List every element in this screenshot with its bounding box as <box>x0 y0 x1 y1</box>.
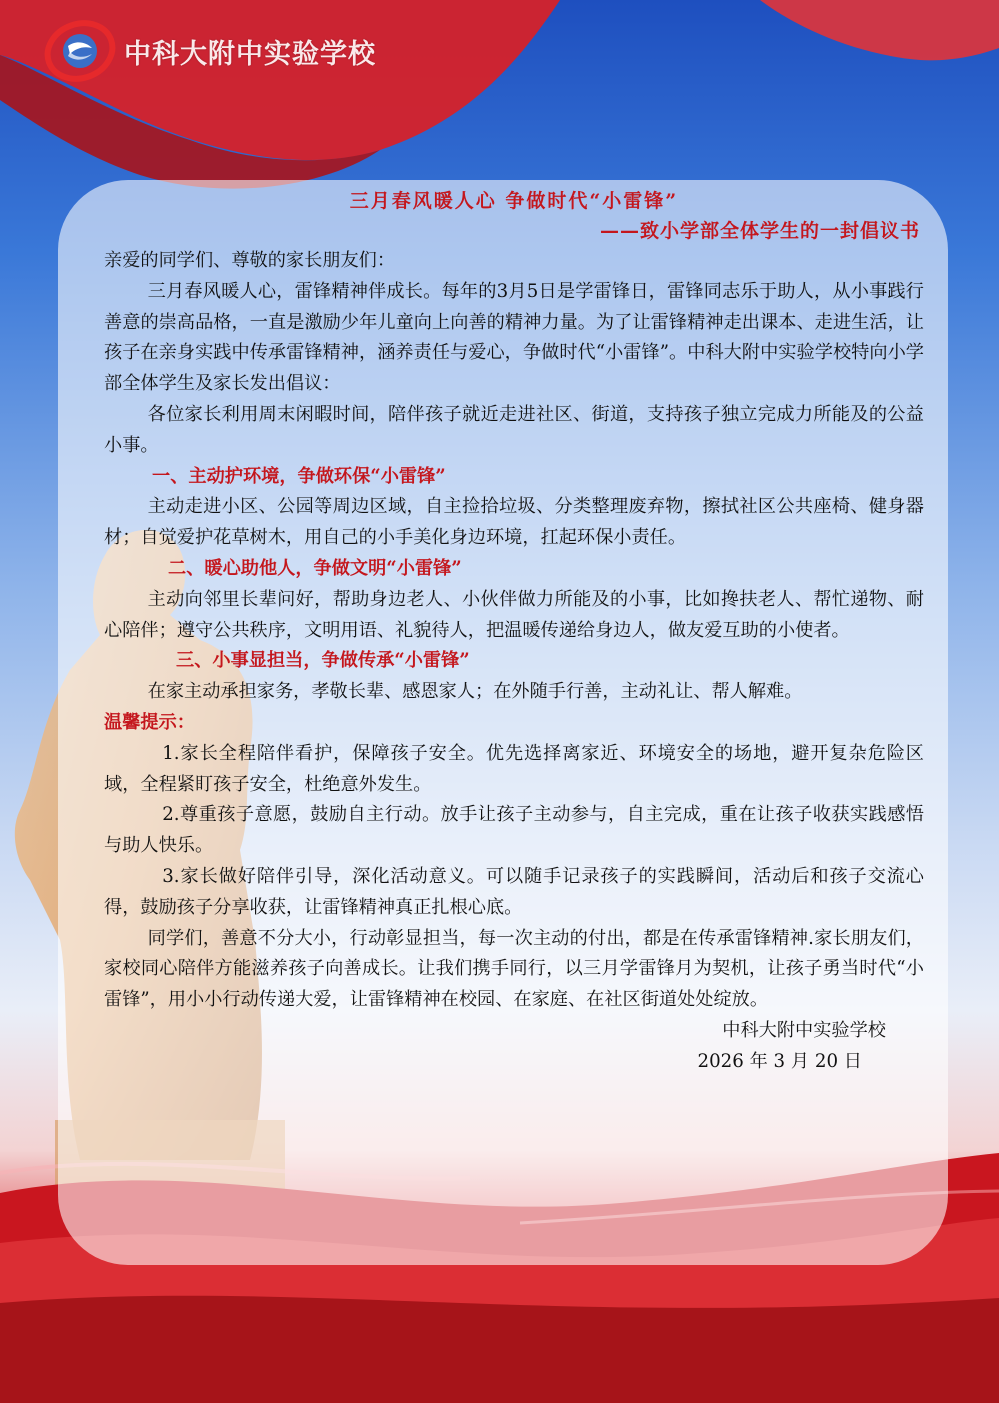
signature: 中科大附中实验学校 <box>722 1019 886 1041</box>
section-body-civility: 主动向邻里长辈问好，帮助身边老人、小伙伴做力所能及的小事，比如搀扶老人、帮忙递物、耐心陪伴；遵守公共秩序，文明用语、礼貌待人，把温暖传递给身边人，做友爱互助的小使者。 <box>104 588 924 641</box>
school-emblem-icon <box>44 20 116 82</box>
section-body-environment: 主动走进小区、公园等周边区域，自主捡拾垃圾、分类整理废弃物，擦拭社区公共座椅、健身器材；自觉爱护花草树木，用自己的小手美化身边环境，扛起环保小责任。 <box>104 496 924 549</box>
section-body-responsibility: 在家主动承担家务，孝敬长辈、感恩家人；在外随手行善，主动礼让、帮人解难。 <box>147 681 803 703</box>
letter-subtitle: ——致小学部全体学生的一封倡议书 <box>599 220 920 242</box>
intro-paragraph: 三月春风暖人心，雷锋精神伴成长。每年的3月5日是学雷锋日，雷锋同志乐于助人，从小事践行善意的崇高品格，一直是激励少年儿童向上向善的精神力量。为了让雷锋精神走出课本、走进生活，让孩子在亲身实践中传承雷锋精神，涵养责任与爱心，争做时代“小雷锋”。中科大附中实验学校特向小学部全体学生及家长发出倡议： <box>104 280 924 395</box>
letter-date: 2026 年 3 月 20 日 <box>697 1050 862 1072</box>
tip-item: 3.家长做好陪伴引导，深化活动意义。可以随手记录孩子的实践瞬间，活动后和孩子交流心得，鼓励孩子分享收获，让雷锋精神真正扎根心底。 <box>104 865 924 918</box>
tip-item: 1.家长全程陪伴看护，保障孩子安全。优先选择离家近、环境安全的场地，避开复杂危险区域，全程紧盯孩子安全，杜绝意外发生。 <box>104 742 924 795</box>
school-name-logo-text: 中科大附中实验学校 <box>124 38 376 70</box>
closing-paragraph: 同学们，善意不分大小，行动彰显担当，每一次主动的付出，都是在传承雷锋精神.家长朋友们，家校同心陪伴方能滋养孩子向善成长。让我们携手同行，以三月学雷锋月为契机，让孩子勇当时代“小雷锋”，用小小行动传递大爱，让雷锋精神在校园、在家庭、在社区街道处处绽放。 <box>104 927 924 1011</box>
section-heading-environment: 一、主动护环境，争做环保“小雷锋” <box>152 465 446 487</box>
parents-paragraph: 各位家长利用周末闲暇时间，陪伴孩子就近走进社区、街道，支持孩子独立完成力所能及的公益小事。 <box>104 403 924 456</box>
tip-item: 2.尊重孩子意愿，鼓励自主行动。放手让孩子主动参与，自主完成，重在让孩子收获实践感悟与助人快乐。 <box>104 804 924 857</box>
letter-title: 三月春风暖人心 争做时代“小雷锋” <box>349 190 679 212</box>
school-logo <box>44 20 376 82</box>
section-heading-responsibility: 三、小事显担当，争做传承“小雷锋” <box>176 650 470 672</box>
greeting: 亲爱的同学们、尊敬的家长朋友们： <box>104 250 396 271</box>
tips-label: 温馨提示： <box>104 711 195 733</box>
letter-content <box>104 186 924 1078</box>
section-heading-civility: 二、暖心助他人，争做文明“小雷锋” <box>168 557 462 579</box>
